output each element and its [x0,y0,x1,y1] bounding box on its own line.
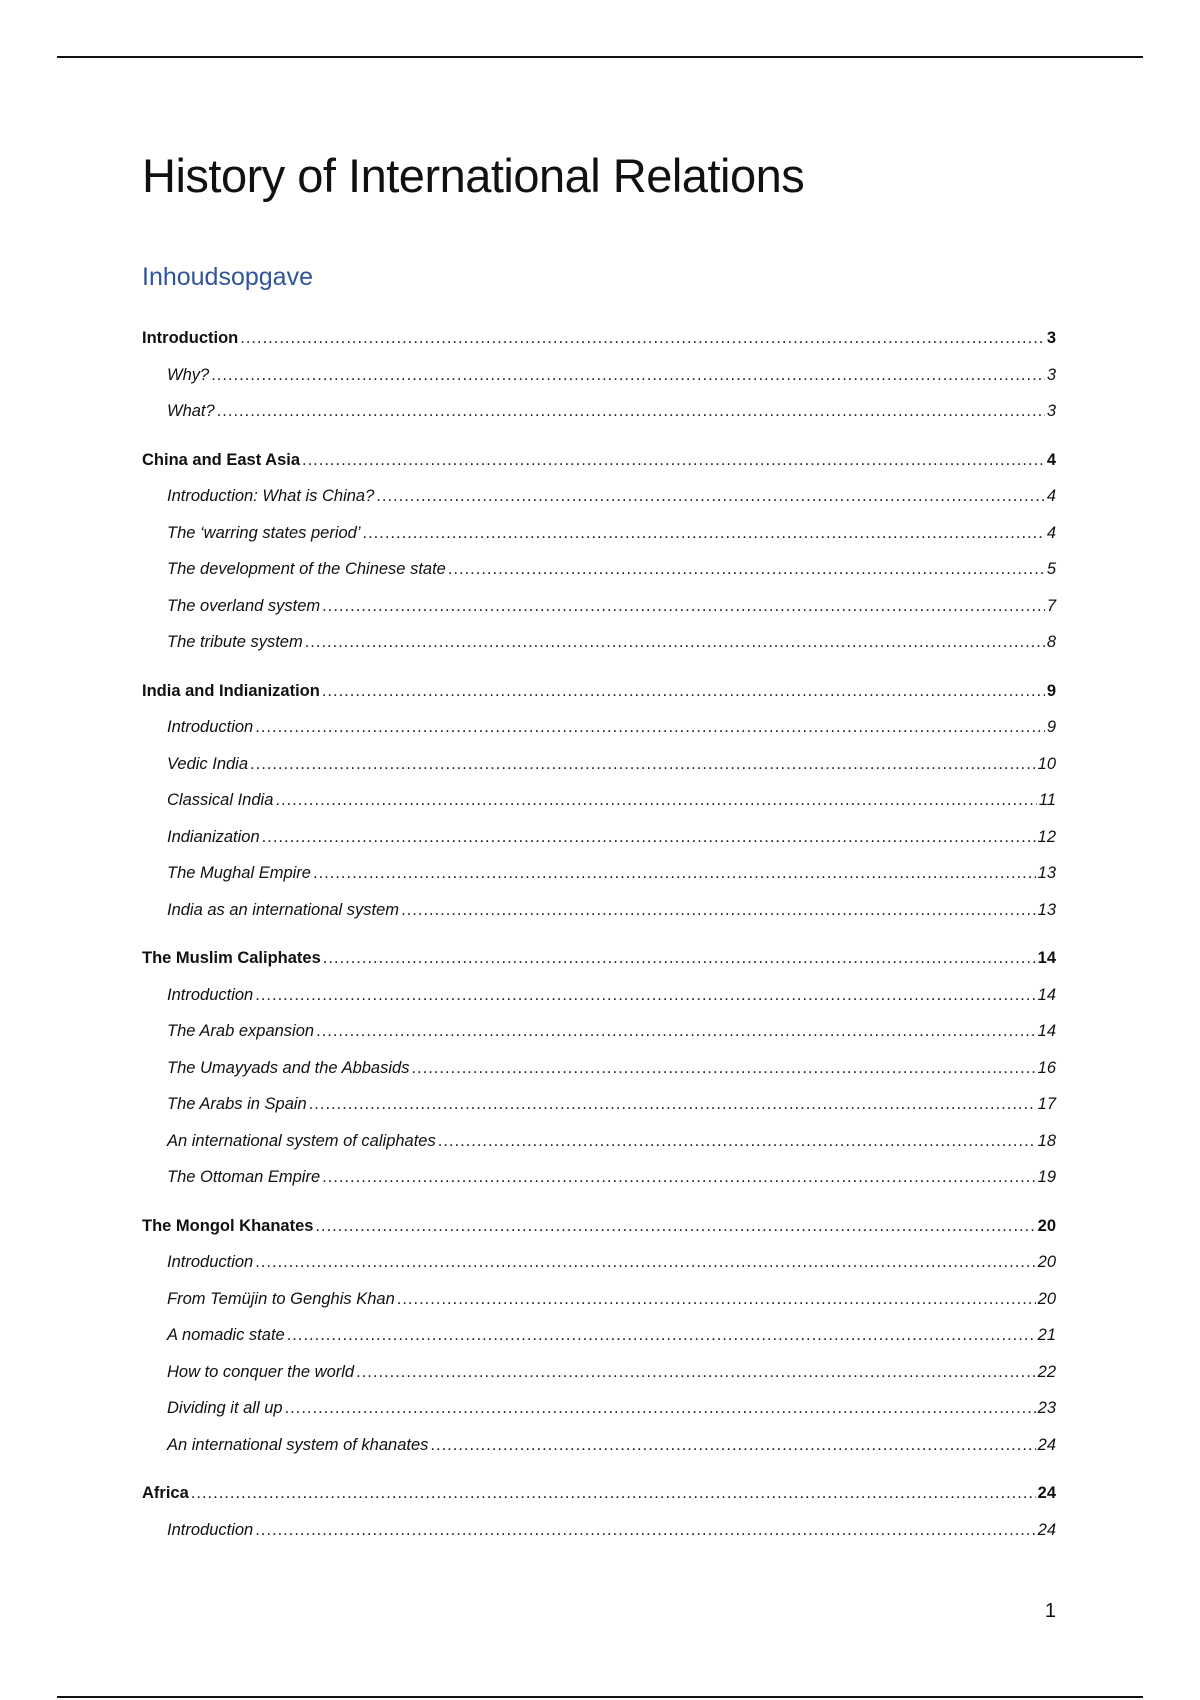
toc-entry-label: The Umayyads and the Abbasids [167,1058,410,1077]
toc-entry-page: 13 [1037,864,1056,882]
footer-rule [57,1696,1143,1698]
toc-entry-section[interactable] [142,588,1056,625]
toc-dot-leader [211,357,1045,394]
toc-entry-label: The Arabs in Spain [167,1095,307,1113]
toc-dot-leader [401,892,1036,929]
toc-dot-leader [255,1244,1035,1281]
toc-entry-label: India as an international system [167,900,400,919]
toc-dot-leader [305,624,1045,661]
toc-entry-page: 10 [1037,754,1056,773]
toc-dot-leader [302,442,1045,479]
toc-dot-leader [322,1159,1036,1196]
toc-entry-section[interactable] [142,1244,1056,1281]
toc-entry-label: Introduction: What is China? [167,487,375,505]
toc-entry-section[interactable] [142,478,1056,515]
toc-entry-label: An international system of khanates [167,1435,429,1454]
toc-entry-chapter[interactable] [142,320,1056,357]
toc-entry-chapter[interactable] [142,1208,1056,1245]
toc-entry-page: 24 [1037,1435,1056,1454]
toc-dot-leader [285,1390,1036,1427]
toc-entry-section[interactable] [142,1390,1056,1427]
toc-entry-page: 20 [1037,1253,1056,1271]
toc-dot-leader [323,940,1036,977]
toc-dot-leader [262,819,1036,856]
toc-entry-chapter[interactable] [142,1475,1056,1512]
toc-entry-label: The tribute system [167,633,303,651]
toc-entry-page: 12 [1037,827,1056,846]
toc-entry-section[interactable] [142,977,1056,1014]
toc-entry-section[interactable] [142,746,1056,783]
toc-entry-page: 14 [1037,1022,1056,1040]
table-of-contents [142,320,1056,1548]
toc-entry-label: The development of the Chinese state [167,560,446,578]
toc-entry-page: 19 [1037,1168,1056,1186]
toc-entry-section[interactable] [142,1086,1056,1123]
toc-entry-page: 3 [1046,402,1056,420]
toc-entry-page: 4 [1046,523,1056,542]
toc-dot-leader [309,1086,1036,1123]
toc-entry-section[interactable] [142,393,1056,430]
toc-dot-leader [376,478,1045,515]
toc-entry-section[interactable] [142,1013,1056,1050]
toc-entry-page: 9 [1046,718,1056,736]
toc-entry-label: Introduction [167,985,254,1004]
toc-entry-section[interactable] [142,624,1056,661]
toc-entry-page: 14 [1037,949,1056,967]
toc-entry-label: The Ottoman Empire [167,1168,321,1186]
toc-entry-page: 11 [1038,791,1056,809]
toc-entry-section[interactable] [142,855,1056,892]
toc-entry-page: 21 [1037,1326,1056,1344]
toc-entry-section[interactable] [142,1427,1056,1464]
toc-entry-section[interactable] [142,515,1056,552]
toc-entry-label: A nomadic state [167,1326,285,1344]
toc-entry-label: How to conquer the world [167,1362,355,1381]
toc-entry-label: Classical India [167,791,274,809]
toc-entry-page: 14 [1037,985,1056,1004]
toc-dot-leader [255,709,1045,746]
document-title: History of International Relations [142,149,805,202]
toc-entry-section[interactable] [142,1281,1056,1318]
toc-entry-section[interactable] [142,709,1056,746]
toc-dot-leader [430,1427,1035,1464]
toc-entry-chapter[interactable] [142,673,1056,710]
toc-entry-label: Vedic India [167,754,249,773]
toc-entry-label: China and East Asia [142,450,301,469]
toc-entry-chapter[interactable] [142,940,1056,977]
toc-dot-leader [255,1512,1035,1549]
toc-dot-leader [240,320,1045,357]
toc-dot-leader [287,1317,1036,1354]
toc-entry-page: 9 [1046,681,1056,700]
toc-entry-label: Introduction [142,329,239,347]
toc-entry-label: Introduction [167,718,254,736]
toc-dot-leader [411,1050,1035,1087]
toc-dot-leader [448,551,1045,588]
toc-entry-page: 20 [1037,1289,1056,1308]
toc-entry-label: Introduction [167,1520,254,1539]
toc-dot-leader [255,977,1035,1014]
toc-entry-section[interactable] [142,357,1056,394]
toc-entry-label: Indianization [167,827,260,846]
toc-entry-label: The Mongol Khanates [142,1216,314,1235]
header-rule [57,56,1143,58]
toc-entry-label: The Mughal Empire [167,864,311,882]
toc-entry-section[interactable] [142,1123,1056,1160]
toc-entry-section[interactable] [142,819,1056,856]
toc-entry-section[interactable] [142,782,1056,819]
toc-entry-page: 7 [1046,596,1056,615]
toc-dot-leader [397,1281,1036,1318]
toc-entry-page: 20 [1037,1216,1056,1235]
toc-entry-label: Why? [167,365,210,384]
toc-entry-label: An international system of caliphates [167,1131,436,1150]
toc-dot-leader [356,1354,1036,1391]
toc-entry-label: The ‘warring states period’ [167,523,361,542]
toc-heading: Inhoudsopgave [142,263,313,291]
toc-dot-leader [438,1123,1036,1160]
toc-entry-page: 4 [1046,487,1056,505]
toc-dot-leader [191,1475,1036,1512]
toc-dot-leader [322,588,1045,625]
toc-entry-label: From Temüjin to Genghis Khan [167,1289,395,1308]
toc-entry-section[interactable] [142,1050,1056,1087]
toc-entry-section[interactable] [142,1354,1056,1391]
toc-entry-page: 17 [1037,1095,1056,1113]
toc-entry-page: 24 [1037,1520,1056,1539]
toc-entry-section[interactable] [142,892,1056,929]
toc-entry-section[interactable] [142,1512,1056,1549]
toc-entry-page: 22 [1037,1362,1056,1381]
toc-entry-section[interactable] [142,1317,1056,1354]
toc-entry-page: 3 [1046,329,1056,347]
toc-entry-page: 3 [1046,365,1056,384]
toc-dot-leader [313,855,1036,892]
toc-entry-label: Dividing it all up [167,1399,283,1417]
toc-entry-chapter[interactable] [142,442,1056,479]
toc-dot-leader [322,673,1045,710]
toc-entry-label: The overland system [167,596,321,615]
toc-entry-page: 16 [1037,1058,1056,1077]
toc-entry-section[interactable] [142,1159,1056,1196]
toc-entry-page: 8 [1046,633,1056,651]
page-number: 1 [1044,1600,1056,1622]
toc-entry-label: Introduction [167,1253,254,1271]
toc-dot-leader [316,1013,1036,1050]
toc-dot-leader [275,782,1036,819]
toc-entry-page: 4 [1046,450,1056,469]
toc-entry-label: The Muslim Caliphates [142,949,321,967]
toc-dot-leader [217,393,1045,430]
toc-entry-page: 18 [1037,1131,1056,1150]
toc-entry-page: 13 [1037,900,1056,919]
toc-dot-leader [315,1208,1035,1245]
toc-entry-label: What? [167,402,215,420]
toc-entry-section[interactable] [142,551,1056,588]
toc-entry-page: 24 [1037,1484,1056,1502]
toc-entry-label: The Arab expansion [167,1022,315,1040]
toc-entry-label: Africa [142,1484,189,1502]
toc-entry-label: India and Indianization [142,681,320,700]
toc-dot-leader [250,746,1036,783]
toc-entry-page: 23 [1037,1399,1056,1417]
toc-dot-leader [363,515,1045,552]
toc-entry-page: 5 [1046,560,1056,578]
